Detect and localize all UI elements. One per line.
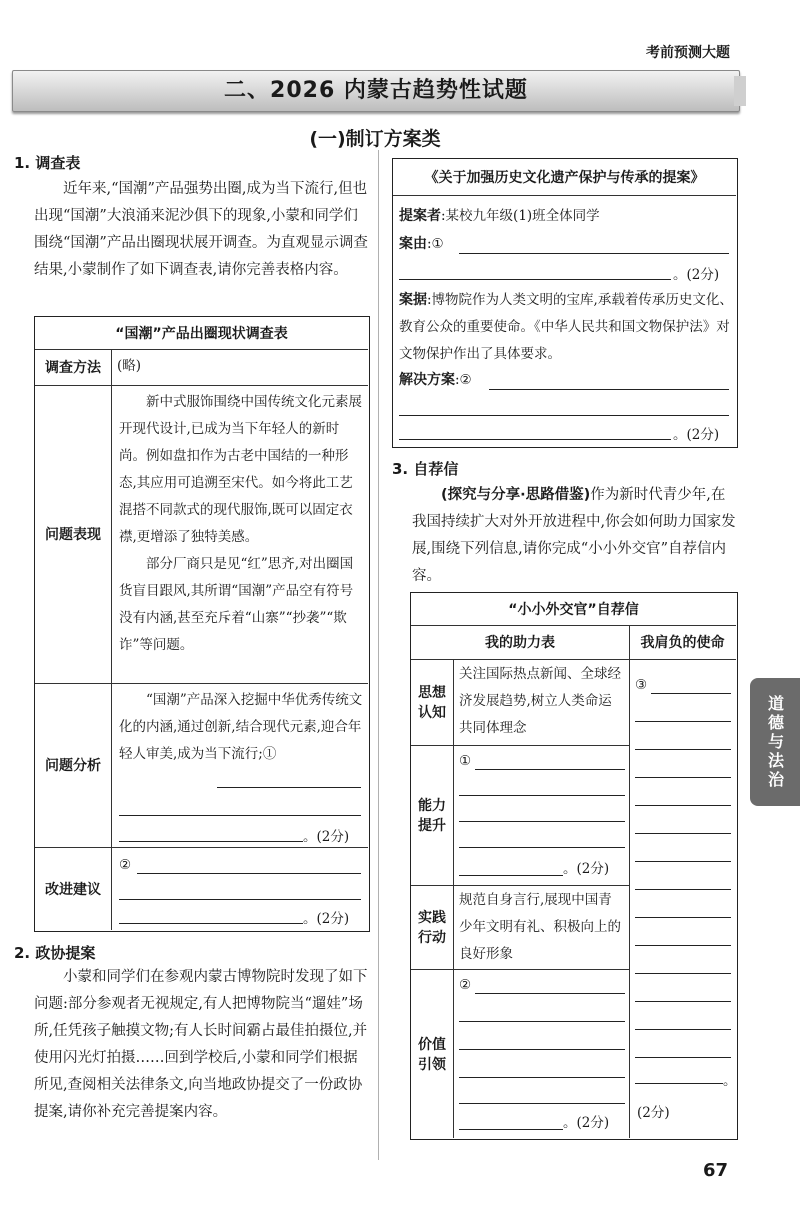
answer-blank[interactable]	[459, 1129, 563, 1130]
q3-mission-score: (2分)	[637, 1105, 670, 1121]
q2-basis-line	[399, 287, 733, 368]
banner-tab	[734, 76, 746, 106]
q3-ability-marker: ①	[459, 753, 472, 769]
answer-blank[interactable]	[635, 777, 731, 778]
q1-method-content: (略)	[117, 358, 142, 374]
answer-blank[interactable]	[459, 875, 563, 876]
answer-blank[interactable]	[119, 841, 303, 842]
answer-blank[interactable]	[489, 389, 729, 390]
q2-proposer-value: :某校九年级(1)班全体同学	[441, 208, 600, 224]
q3-row-label-thinking: 思想认知	[418, 685, 446, 721]
answer-blank[interactable]	[137, 873, 361, 874]
answer-blank[interactable]	[459, 795, 625, 796]
answer-blank[interactable]	[459, 821, 625, 822]
answer-blank[interactable]	[119, 815, 361, 816]
answer-blank[interactable]	[459, 1049, 625, 1050]
answer-blank[interactable]	[119, 923, 303, 924]
q3-row-label-action: 实践行动	[418, 910, 446, 946]
divider	[111, 349, 112, 930]
divider	[411, 659, 736, 660]
divider	[453, 659, 454, 1138]
q3-mission-marker: ③	[635, 677, 648, 693]
answer-blank[interactable]	[635, 1001, 731, 1002]
column-divider	[378, 150, 379, 1160]
q1-heading: 1. 调查表	[14, 154, 81, 172]
answer-blank[interactable]	[399, 415, 729, 416]
q1-analysis-content: “国潮”产品深入挖掘中华优秀传统文化的内涵,通过创新,结合现代元素,迎合年轻人审美,成为当下流行;①	[119, 692, 363, 762]
answer-blank[interactable]	[399, 439, 671, 440]
q2-intro: 小蒙和同学们在参观内蒙古博物院时发现了如下问题:部分参观者无视规定,有人把博物院当“遛娃”场所,任凭孩子触摸文物;有人长时间霸占最佳拍摄位,并使用闪光灯拍摄……回到学校后,小蒙和同学们根据所见,查阅相关法律条文,向当地政协提交了一份政协提案,请你补充完善提案内容。	[34, 969, 368, 1120]
q3-table-title: “小小外交官”自荐信	[508, 602, 639, 618]
section-banner	[12, 70, 740, 112]
q3-intro-bold: (探究与分享·思路借鉴)	[441, 487, 591, 503]
answer-blank[interactable]	[635, 833, 731, 834]
q1-intro: 近年来,“国潮”产品强势出圈,成为当下流行,但也出现“国潮”大浪涌来泥沙俱下的现象,小蒙和同学们围绕“国潮”产品出圈现状展开调查。为直观显示调查结果,小蒙制作了如下调查表,请你完善表格内容。	[34, 181, 368, 278]
q2-basis-value: :博物院作为人类文明的宝库,承载着传承历史文化、教育公众的重要使命。《中华人民共和国文物保护法》对文物保护作出了具体要求。	[399, 292, 733, 362]
page-header-label: 考前预测大题	[646, 45, 730, 61]
answer-blank[interactable]	[635, 945, 731, 946]
q3-letter-table	[410, 592, 738, 1140]
q3-heading: 3. 自荐信	[392, 460, 459, 478]
answer-blank[interactable]	[635, 1029, 731, 1030]
q1-survey-table	[34, 316, 370, 932]
answer-blank[interactable]	[635, 1083, 723, 1084]
q3-mission-end: 。	[723, 1073, 737, 1089]
q3-intro: 作为新时代青少年,在我国持续扩大对外开放进程中,你会如何助力国家发展,围绕下列信息,请你完成“小小外交官”自荐信内容。	[412, 487, 736, 584]
q2-proposal-title: 《关于加强历史文化遗产保护与传承的提案》	[424, 170, 705, 186]
answer-blank[interactable]	[217, 787, 361, 788]
section-subtitle: (一)制订方案类	[309, 128, 441, 150]
q2-reason-score: 。(2分)	[673, 267, 720, 283]
answer-blank[interactable]	[635, 749, 731, 750]
answer-blank[interactable]	[635, 917, 731, 918]
answer-blank[interactable]	[459, 1021, 625, 1022]
answer-blank[interactable]	[459, 253, 729, 254]
q3-thinking-content: 关注国际热点新闻、全球经济发展趋势,树立人类命运共同体理念	[459, 666, 621, 736]
answer-blank[interactable]	[459, 1103, 625, 1104]
q1-row-label-analysis: 问题分析	[45, 758, 101, 774]
q1-row-label-method: 调查方法	[45, 360, 101, 376]
answer-blank[interactable]	[119, 899, 361, 900]
q2-heading: 2. 政协提案	[14, 944, 96, 962]
answer-blank[interactable]	[635, 973, 731, 974]
q2-basis-label: 案据	[399, 292, 427, 308]
q1-row-label-problem: 问题表现	[45, 527, 101, 543]
q2-reason-marker: :①	[427, 236, 444, 252]
q1-table-title: “国潮”产品出圈现状调查表	[115, 326, 288, 342]
q2-solution-label: 解决方案	[399, 372, 455, 388]
q3-action-content: 规范自身言行,展现中国青少年文明有礼、积极向上的良好形象	[459, 892, 621, 962]
answer-blank[interactable]	[635, 889, 731, 890]
q1-suggestion-marker: ②	[119, 857, 132, 873]
answer-blank[interactable]	[651, 693, 731, 694]
answer-blank[interactable]	[635, 861, 731, 862]
q3-row-label-ability: 能力提升	[418, 798, 446, 834]
answer-blank[interactable]	[459, 847, 625, 848]
answer-blank[interactable]	[635, 721, 731, 722]
divider	[629, 625, 630, 1138]
banner-title: 二、2026 内蒙古趋势性试题	[224, 78, 528, 103]
answer-blank[interactable]	[635, 1057, 731, 1058]
q3-ability-score: 。(2分)	[563, 861, 610, 877]
answer-blank[interactable]	[399, 279, 671, 280]
q1-problem-content-2: 部分厂商只是见“红”思齐,对出圈国货盲目跟风,其所谓“国潮”产品空有符号没有内涵,甚至充斥着“山寨”“抄袭”“欺诈”等问题。	[119, 556, 354, 653]
divider	[393, 195, 736, 196]
subject-side-tab: 道德与法治	[750, 678, 800, 806]
q2-solution-score: 。(2分)	[673, 427, 720, 443]
q2-proposal-box	[392, 158, 738, 448]
q2-solution-marker: :②	[455, 372, 472, 388]
q3-intro-block	[412, 482, 736, 590]
q3-col-mission: 我肩负的使命	[640, 635, 725, 651]
answer-blank[interactable]	[475, 769, 625, 770]
q3-value-marker: ②	[459, 977, 472, 993]
q1-suggestion-score: 。(2分)	[303, 911, 350, 927]
q3-value-score: 。(2分)	[563, 1115, 610, 1131]
q2-proposer-label: 提案者	[399, 208, 441, 224]
answer-blank[interactable]	[635, 805, 731, 806]
q2-proposer-line	[399, 203, 731, 230]
q3-row-label-value: 价值引领	[418, 1036, 446, 1073]
q1-problem-content-1: 新中式服饰围绕中国传统文化元素展开现代设计,已成为当下年轻人的新时尚。例如盘扣作为古老中国结的一种形态,其应用可追溯至宋代。如今将此工艺混搭不同款式的现代服饰,既可以固定衣襟,更增添了独特美感。	[119, 394, 362, 545]
q3-col-support: 我的助力表	[485, 635, 555, 651]
answer-blank[interactable]	[459, 1077, 625, 1078]
q1-row-label-suggestion: 改进建议	[45, 881, 101, 898]
q2-reason-label: 案由	[399, 236, 427, 252]
answer-blank[interactable]	[475, 993, 625, 994]
q1-analysis-score: 。(2分)	[303, 829, 350, 845]
page-number: 67	[702, 1160, 728, 1181]
